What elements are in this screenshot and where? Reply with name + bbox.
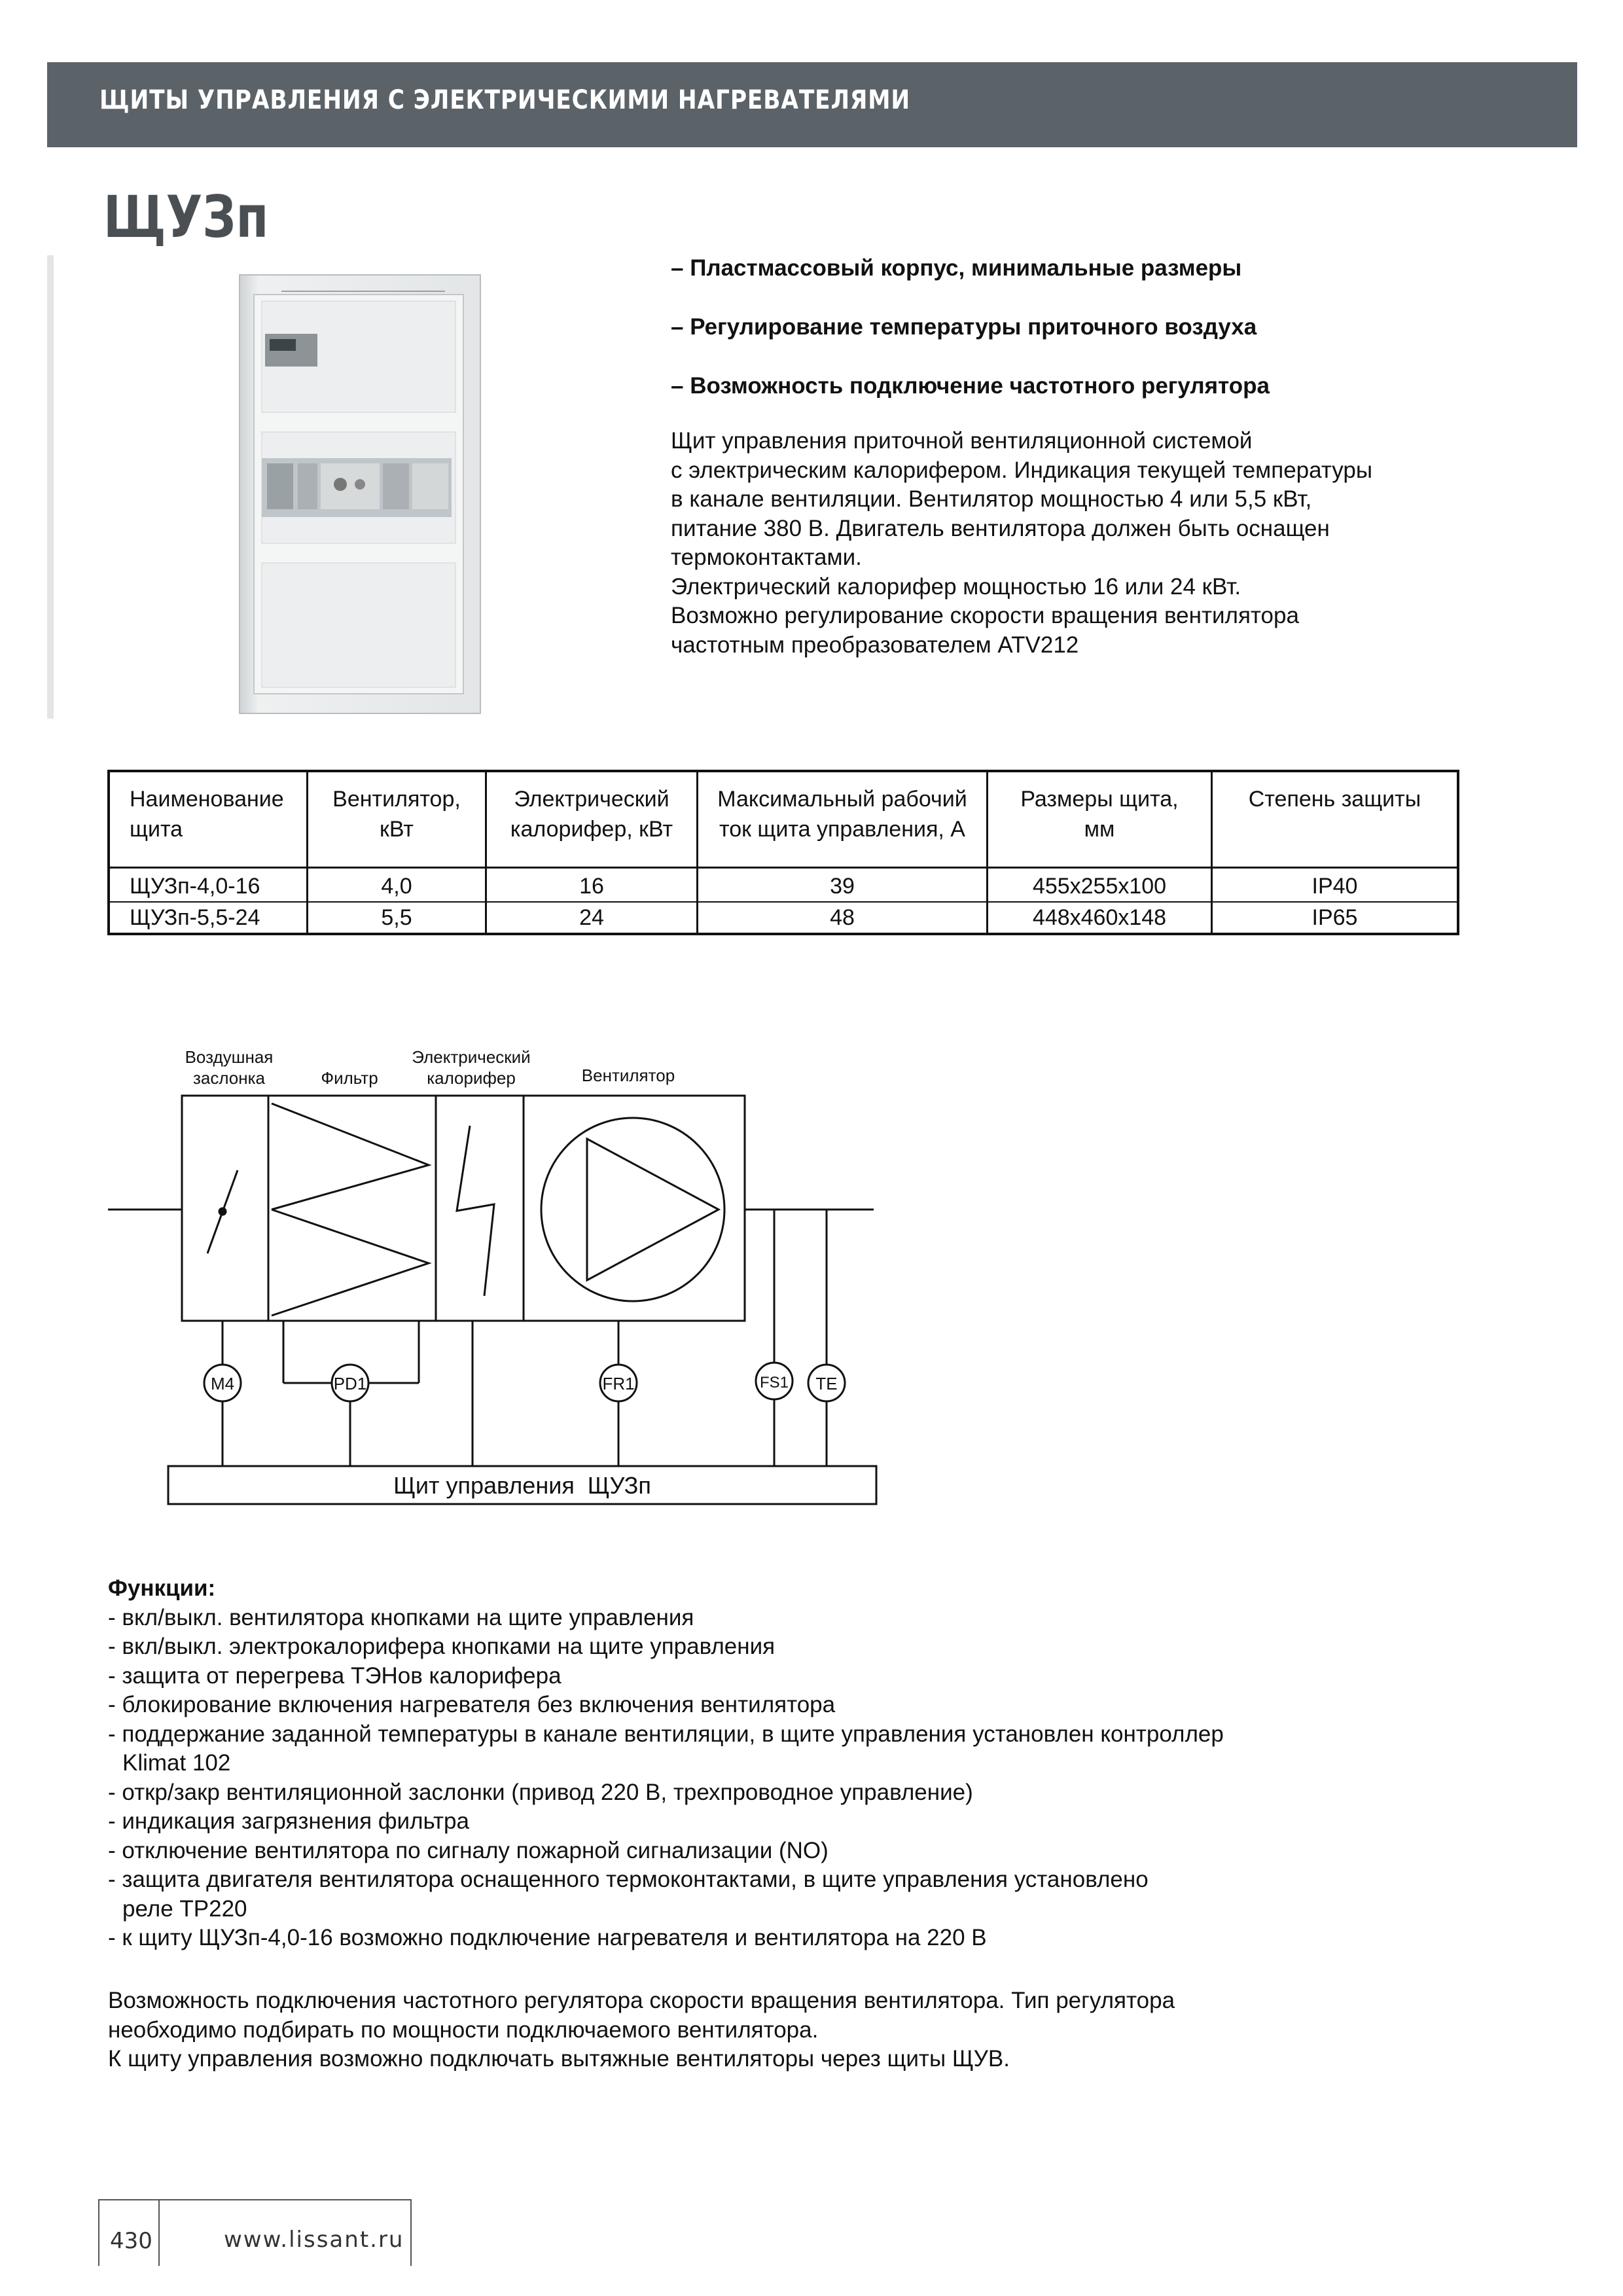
function-item: - откр/закр вентиляционной заслонки (привод 220 В, трехпроводное управление) <box>108 1779 973 1805</box>
function-item: реле ТР220 <box>122 1895 247 1922</box>
footer-divider <box>158 2200 160 2266</box>
note-line: необходимо подбирать по мощности подключаемого вентилятора. <box>108 2017 819 2043</box>
function-item: - к щиту ЩУЗп-4,0-16 возможно подключение нагревателя и вентилятора на 220 В <box>108 1925 987 1950</box>
table-header: Размеры щита, мм <box>988 771 1212 868</box>
description-line: Щит управления приточной вентиляционной системой <box>671 428 1253 454</box>
notes <box>108 1986 1548 2074</box>
note-line: К щиту управления возможно подключать вытяжные вентиляторы через щиты ЩУВ. <box>108 2046 1010 2072</box>
svg-text:FS1: FS1 <box>759 1374 789 1391</box>
feature-item: – Регулирование температуры приточного воздуха <box>671 314 1257 340</box>
table-cell: ЩУЗп-5,5-24 <box>109 902 308 934</box>
table-row <box>109 902 1458 934</box>
table-header: Наименование щита <box>109 771 308 868</box>
description-line: в канале вентиляции. Вентилятор мощностью 4 или 5,5 кВт, <box>671 486 1312 512</box>
table-header: Вентилятор, кВт <box>308 771 486 868</box>
table-row <box>109 868 1458 903</box>
description-line: Возможно регулирование скорости вращения вентилятора <box>671 603 1299 628</box>
sensor-m4 <box>204 1365 241 1401</box>
note-line: Возможность подключения частотного регулятора скорости вращения вентилятора. Тип регулятора <box>108 1988 1175 2013</box>
page-number: 430 <box>110 2228 152 2254</box>
filter-label: Фильтр <box>321 1068 378 1088</box>
header-band <box>47 62 1577 147</box>
svg-text:FR1: FR1 <box>602 1374 635 1393</box>
damper-label: заслонка <box>192 1068 266 1088</box>
sensor-pd1 <box>332 1365 368 1401</box>
heater-label: Электрический <box>412 1047 531 1067</box>
section-title: ЩИТЫ УПРАВЛЕНИЯ С ЭЛЕКТРИЧЕСКИМИ НАГРЕВАТЕЛЯМИ <box>99 85 911 115</box>
function-item: - защита двигателя вентилятора оснащенного термоконтактами, в щите управления установлено <box>108 1867 1149 1892</box>
table-header: Электрический калорифер, кВт <box>486 771 698 868</box>
svg-text:TE: TE <box>815 1374 838 1393</box>
table-cell: ЩУЗп-4,0-16 <box>109 868 308 903</box>
function-item: - индикация загрязнения фильтра <box>108 1808 469 1834</box>
svg-text:M4: M4 <box>210 1374 235 1393</box>
sensor-fs1 <box>756 1363 793 1399</box>
damper-label: Воздушная <box>185 1047 274 1067</box>
side-rule <box>47 255 54 719</box>
functions-title: Функции: <box>108 1575 216 1601</box>
function-item: - блокирование включения нагревателя без включения вентилятора <box>108 1692 836 1717</box>
table-cell: 16 <box>486 868 698 903</box>
function-item: - вкл/выкл. вентилятора кнопками на щите управления <box>108 1604 694 1630</box>
function-item: - поддержание заданной температуры в канале вентиляции, в щите управления установлен контроллер <box>108 1721 1224 1747</box>
svg-text:PD1: PD1 <box>333 1374 367 1393</box>
table-cell: 4,0 <box>308 868 486 903</box>
sensor-fr1 <box>600 1365 637 1401</box>
sensor-te <box>808 1365 845 1401</box>
description-line: Электрический калорифер мощностью 16 или 24 кВт. <box>671 573 1241 600</box>
description-line: частотным преобразователем ATV212 <box>671 632 1079 658</box>
function-item: - защита от перегрева ТЭНов калорифера <box>108 1662 562 1689</box>
heater-label: калорифер <box>427 1068 516 1088</box>
functions-section <box>108 1574 1548 1953</box>
table-cell: 48 <box>698 902 988 934</box>
function-item: - отключение вентилятора по сигналу пожарной сигнализации (NO) <box>108 1837 829 1863</box>
function-item: Klimat 102 <box>122 1750 231 1776</box>
table-header: Максимальный рабочий ток щита управления, А <box>698 771 988 868</box>
panel-photo <box>236 262 491 720</box>
table-cell: 5,5 <box>308 902 486 934</box>
table-cell: IP65 <box>1212 902 1459 934</box>
table-header: Степень защиты <box>1212 771 1459 868</box>
feature-item: – Возможность подключение частотного регулятора <box>671 373 1270 399</box>
table-cell: 24 <box>486 902 698 934</box>
ventilation-diagram <box>105 1041 890 1512</box>
table-cell: 448х460х148 <box>988 902 1212 934</box>
website-link[interactable]: www.lissant.ru <box>224 2227 404 2253</box>
footer <box>98 2199 412 2266</box>
spec-table <box>107 770 1459 935</box>
description-line: термоконтактами. <box>671 545 862 570</box>
table-cell: 455х255х100 <box>988 868 1212 903</box>
feature-item: – Пластмассовый корпус, минимальные размеры <box>671 255 1242 281</box>
table-cell: IP40 <box>1212 868 1459 903</box>
description <box>671 427 1522 660</box>
description-line: с электрическим калорифером. Индикация текущей температуры <box>671 457 1372 483</box>
product-title: ЩУЗп <box>103 183 269 251</box>
function-item: - вкл/выкл. электрокалорифера кнопками на щите управления <box>108 1634 776 1659</box>
control-panel-label: Щит управления ЩУЗп <box>393 1472 651 1499</box>
feature-list <box>671 254 1522 431</box>
description-line: питание 380 В. Двигатель вентилятора должен быть оснащен <box>671 515 1330 541</box>
fan-label: Вентилятор <box>581 1066 675 1085</box>
table-cell: 39 <box>698 868 988 903</box>
